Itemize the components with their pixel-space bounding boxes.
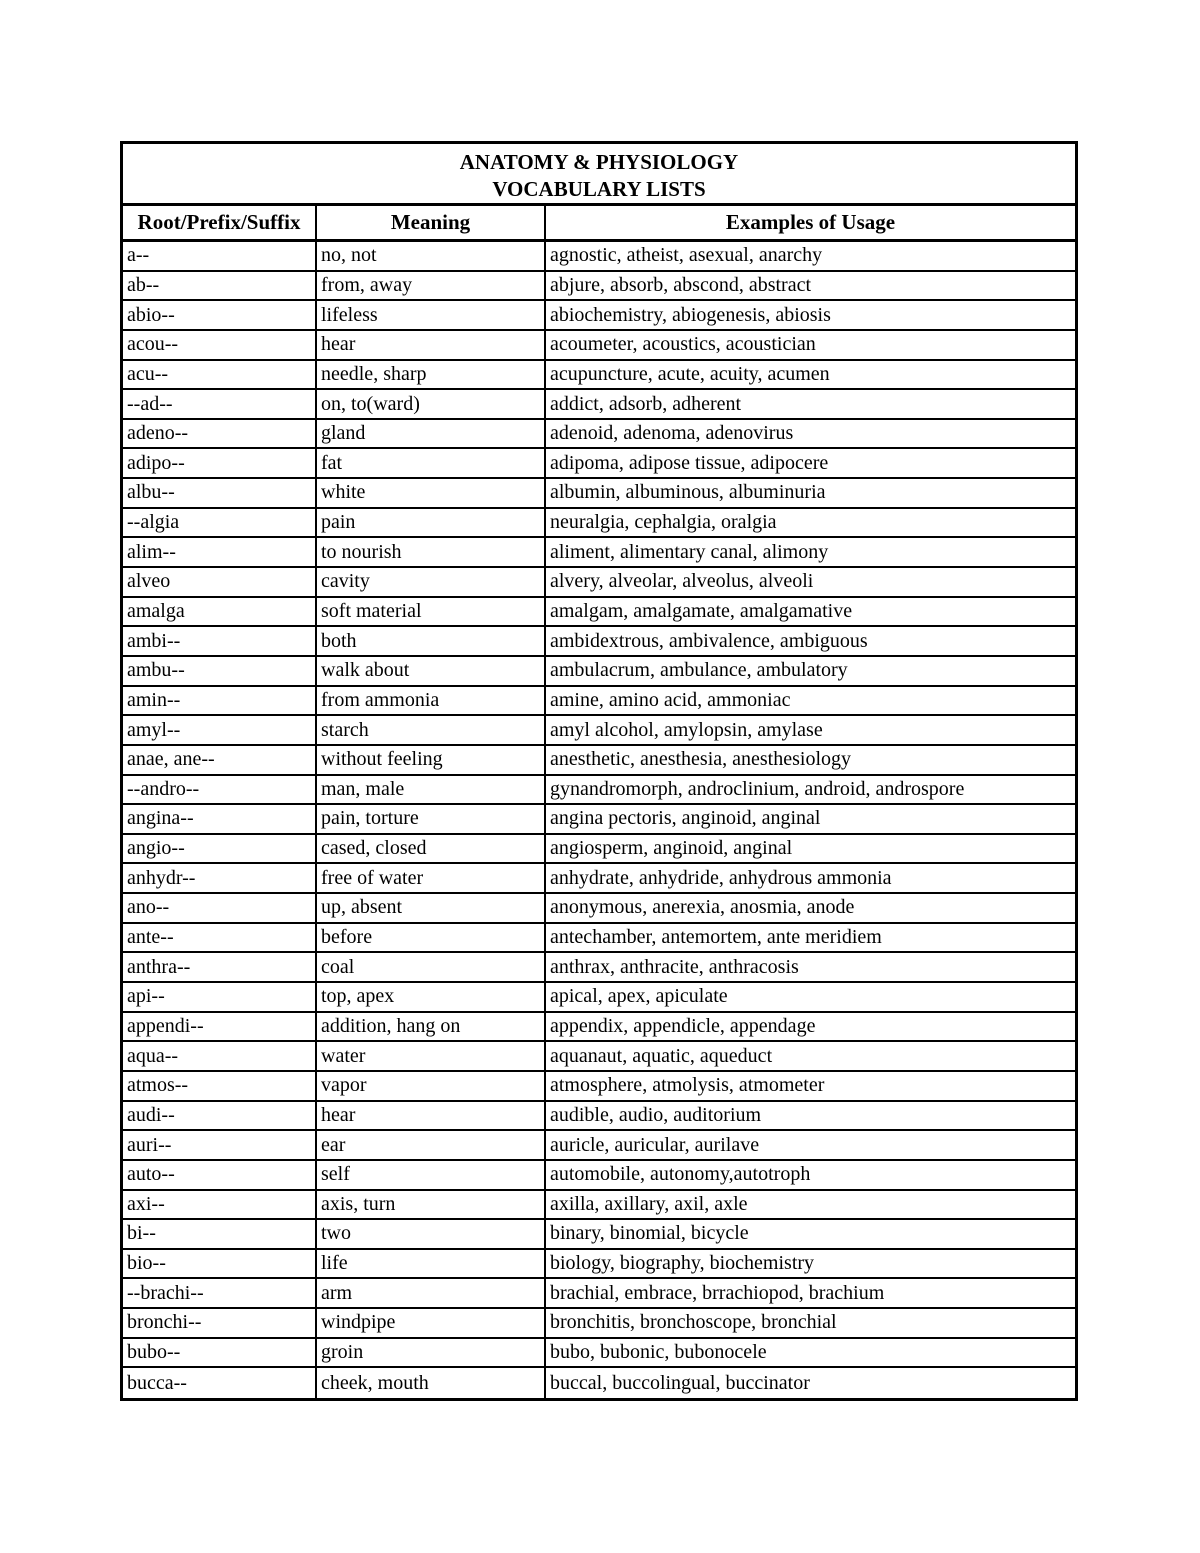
table-row bbox=[123, 301, 1075, 331]
table-row bbox=[123, 716, 1075, 746]
examples-cell: angiosperm, anginoid, anginal bbox=[550, 837, 793, 860]
table-row bbox=[123, 805, 1075, 835]
meaning-cell: starch bbox=[317, 716, 546, 744]
root-cell: angina-- bbox=[123, 805, 317, 833]
meaning-cell: coal bbox=[317, 953, 546, 981]
examples-cell: appendix, appendicle, appendage bbox=[550, 1014, 816, 1037]
examples-cell: ambulacrum, ambulance, ambulatory bbox=[550, 659, 848, 682]
root-cell: --algia bbox=[123, 509, 317, 537]
examples-cell: biology, biography, biochemistry bbox=[550, 1252, 815, 1275]
examples-cell: gynandromorph, androclinium, android, androspore bbox=[550, 777, 965, 800]
table-row bbox=[123, 1220, 1075, 1250]
meaning-cell: life bbox=[317, 1250, 546, 1278]
root-cell: bronchi-- bbox=[123, 1309, 317, 1337]
root-cell: anhydr-- bbox=[123, 864, 317, 892]
root-cell: ante-- bbox=[123, 924, 317, 952]
meaning-cell: up, absent bbox=[317, 894, 546, 922]
meaning-cell: pain bbox=[317, 509, 546, 537]
table-row bbox=[123, 449, 1075, 479]
examples-cell: antechamber, antemortem, ante meridiem bbox=[550, 926, 882, 949]
examples-cell: albumin, albuminous, albuminuria bbox=[550, 481, 826, 504]
table-row bbox=[123, 272, 1075, 302]
meaning-cell: windpipe bbox=[317, 1309, 546, 1337]
vocabulary-table bbox=[120, 141, 1078, 1401]
root-cell: audi-- bbox=[123, 1102, 317, 1130]
examples-cell: axilla, axillary, axil, axle bbox=[550, 1192, 748, 1215]
examples-cell: amine, amino acid, ammoniac bbox=[550, 688, 791, 711]
table-row bbox=[123, 864, 1075, 894]
table-row bbox=[123, 983, 1075, 1013]
root-cell: acou-- bbox=[123, 331, 317, 359]
meaning-cell: cased, closed bbox=[317, 835, 546, 863]
examples-cell: ambidextrous, ambivalence, ambiguous bbox=[550, 629, 868, 652]
meaning-cell: fat bbox=[317, 449, 546, 477]
meaning-cell: man, male bbox=[317, 776, 546, 804]
table-row bbox=[123, 1191, 1075, 1221]
meaning-cell: axis, turn bbox=[317, 1191, 546, 1219]
root-cell: ab-- bbox=[123, 272, 317, 300]
root-cell: albu-- bbox=[123, 479, 317, 507]
meaning-cell: cavity bbox=[317, 568, 546, 596]
column-header-examples: Examples of Usage bbox=[725, 210, 896, 234]
column-header-root: Root/Prefix/Suffix bbox=[123, 206, 317, 239]
root-cell: aqua-- bbox=[123, 1042, 317, 1070]
root-cell: auri-- bbox=[123, 1131, 317, 1159]
meaning-cell: arm bbox=[317, 1279, 546, 1307]
examples-cell: aliment, alimentary canal, alimony bbox=[550, 540, 829, 563]
root-cell: amalga bbox=[123, 598, 317, 626]
root-cell: anae, ane-- bbox=[123, 746, 317, 774]
meaning-cell: hear bbox=[317, 1102, 546, 1130]
table-row bbox=[123, 776, 1075, 806]
examples-cell: agnostic, atheist, asexual, anarchy bbox=[550, 244, 823, 267]
table-row bbox=[123, 894, 1075, 924]
root-cell: anthra-- bbox=[123, 953, 317, 981]
examples-cell: buccal, buccolingual, buccinator bbox=[550, 1371, 810, 1394]
examples-cell: bronchitis, bronchoscope, bronchial bbox=[550, 1311, 837, 1334]
title-line-2: VOCABULARY LISTS bbox=[492, 177, 706, 201]
table-row bbox=[123, 420, 1075, 450]
examples-cell: adipoma, adipose tissue, adipocere bbox=[550, 451, 829, 474]
root-cell: adipo-- bbox=[123, 449, 317, 477]
meaning-cell: addition, hang on bbox=[317, 1013, 546, 1041]
examples-cell: aquanaut, aquatic, aqueduct bbox=[550, 1044, 773, 1067]
root-cell: angio-- bbox=[123, 835, 317, 863]
table-row bbox=[123, 242, 1075, 272]
examples-cell: adenoid, adenoma, adenovirus bbox=[550, 422, 794, 445]
title-line-1: ANATOMY & PHYSIOLOGY bbox=[459, 150, 739, 174]
table-row bbox=[123, 598, 1075, 628]
root-cell: auto-- bbox=[123, 1161, 317, 1189]
root-cell: --brachi-- bbox=[123, 1279, 317, 1307]
examples-cell: acupuncture, acute, acuity, acumen bbox=[550, 362, 830, 385]
examples-cell: angina pectoris, anginoid, anginal bbox=[550, 807, 821, 830]
root-cell: bio-- bbox=[123, 1250, 317, 1278]
table-row bbox=[123, 1161, 1075, 1191]
table-title bbox=[123, 144, 1075, 206]
meaning-cell: gland bbox=[317, 420, 546, 448]
meaning-cell: top, apex bbox=[317, 983, 546, 1011]
table-row bbox=[123, 1102, 1075, 1132]
table-row bbox=[123, 331, 1075, 361]
meaning-cell: both bbox=[317, 627, 546, 655]
examples-cell: anthrax, anthracite, anthracosis bbox=[550, 955, 799, 978]
examples-cell: neuralgia, cephalgia, oralgia bbox=[550, 511, 777, 534]
meaning-cell: hear bbox=[317, 331, 546, 359]
examples-cell: amyl alcohol, amylopsin, amylase bbox=[550, 718, 823, 741]
meaning-cell: white bbox=[317, 479, 546, 507]
examples-cell: addict, adsorb, adherent bbox=[550, 392, 742, 415]
table-row bbox=[123, 953, 1075, 983]
examples-cell: anhydrate, anhydride, anhydrous ammonia bbox=[550, 866, 892, 889]
root-cell: atmos-- bbox=[123, 1072, 317, 1100]
table-row bbox=[123, 509, 1075, 539]
root-cell: ambu-- bbox=[123, 657, 317, 685]
meaning-cell: lifeless bbox=[317, 301, 546, 329]
table-row bbox=[123, 390, 1075, 420]
table-row bbox=[123, 657, 1075, 687]
meaning-cell: no, not bbox=[317, 242, 546, 270]
examples-cell: automobile, autonomy,autotroph bbox=[550, 1163, 811, 1186]
examples-cell: acoumeter, acoustics, acoustician bbox=[550, 333, 816, 356]
meaning-cell: before bbox=[317, 924, 546, 952]
table-row bbox=[123, 1250, 1075, 1280]
table-row bbox=[123, 835, 1075, 865]
examples-cell: alvery, alveolar, alveolus, alveoli bbox=[550, 570, 814, 593]
examples-cell: anonymous, anerexia, anosmia, anode bbox=[550, 896, 855, 919]
table-row bbox=[123, 1042, 1075, 1072]
root-cell: a-- bbox=[123, 242, 317, 270]
table-row bbox=[123, 924, 1075, 954]
meaning-cell: soft material bbox=[317, 598, 546, 626]
meaning-cell: pain, torture bbox=[317, 805, 546, 833]
examples-cell: anesthetic, anesthesia, anesthesiology bbox=[550, 748, 852, 771]
root-cell: api-- bbox=[123, 983, 317, 1011]
root-cell: bi-- bbox=[123, 1220, 317, 1248]
examples-cell: atmosphere, atmolysis, atmometer bbox=[550, 1074, 825, 1097]
meaning-cell: walk about bbox=[317, 657, 546, 685]
root-cell: bucca-- bbox=[123, 1368, 317, 1398]
column-header-meaning: Meaning bbox=[317, 206, 546, 239]
table-row bbox=[123, 746, 1075, 776]
meaning-cell: from, away bbox=[317, 272, 546, 300]
table-row bbox=[123, 1368, 1075, 1398]
root-cell: alveo bbox=[123, 568, 317, 596]
root-cell: acu-- bbox=[123, 361, 317, 389]
table-row bbox=[123, 1309, 1075, 1339]
table-row bbox=[123, 627, 1075, 657]
examples-cell: auricle, auricular, aurilave bbox=[550, 1133, 760, 1156]
meaning-cell: from ammonia bbox=[317, 687, 546, 715]
meaning-cell: vapor bbox=[317, 1072, 546, 1100]
table-row bbox=[123, 538, 1075, 568]
examples-cell: abjure, absorb, abscond, abstract bbox=[550, 273, 812, 296]
table-row bbox=[123, 1279, 1075, 1309]
meaning-cell: to nourish bbox=[317, 538, 546, 566]
examples-cell: bubo, bubonic, bubonocele bbox=[550, 1341, 767, 1364]
table-row bbox=[123, 568, 1075, 598]
meaning-cell: without feeling bbox=[317, 746, 546, 774]
examples-cell: abiochemistry, abiogenesis, abiosis bbox=[550, 303, 831, 326]
root-cell: appendi-- bbox=[123, 1013, 317, 1041]
root-cell: ambi-- bbox=[123, 627, 317, 655]
table-row bbox=[123, 1013, 1075, 1043]
table-row bbox=[123, 1072, 1075, 1102]
root-cell: --ad-- bbox=[123, 390, 317, 418]
column-header-row bbox=[123, 206, 1075, 242]
meaning-cell: ear bbox=[317, 1131, 546, 1159]
meaning-cell: on, to(ward) bbox=[317, 390, 546, 418]
table-row bbox=[123, 479, 1075, 509]
root-cell: alim-- bbox=[123, 538, 317, 566]
root-cell: ano-- bbox=[123, 894, 317, 922]
table-body bbox=[123, 242, 1075, 1398]
table-row bbox=[123, 1339, 1075, 1369]
examples-cell: brachial, embrace, brrachiopod, brachium bbox=[550, 1281, 885, 1304]
root-cell: abio-- bbox=[123, 301, 317, 329]
table-row bbox=[123, 361, 1075, 391]
meaning-cell: free of water bbox=[317, 864, 546, 892]
table-row bbox=[123, 1131, 1075, 1161]
root-cell: amin-- bbox=[123, 687, 317, 715]
examples-cell: audible, audio, auditorium bbox=[550, 1103, 762, 1126]
meaning-cell: needle, sharp bbox=[317, 361, 546, 389]
meaning-cell: water bbox=[317, 1042, 546, 1070]
root-cell: --andro-- bbox=[123, 776, 317, 804]
root-cell: adeno-- bbox=[123, 420, 317, 448]
meaning-cell: groin bbox=[317, 1339, 546, 1367]
root-cell: axi-- bbox=[123, 1191, 317, 1219]
meaning-cell: self bbox=[317, 1161, 546, 1189]
root-cell: amyl-- bbox=[123, 716, 317, 744]
meaning-cell: two bbox=[317, 1220, 546, 1248]
table-row bbox=[123, 687, 1075, 717]
examples-cell: binary, binomial, bicycle bbox=[550, 1222, 749, 1245]
examples-cell: apical, apex, apiculate bbox=[550, 985, 728, 1008]
examples-cell: amalgam, amalgamate, amalgamative bbox=[550, 600, 853, 622]
meaning-cell: cheek, mouth bbox=[317, 1368, 546, 1398]
root-cell: bubo-- bbox=[123, 1339, 317, 1367]
